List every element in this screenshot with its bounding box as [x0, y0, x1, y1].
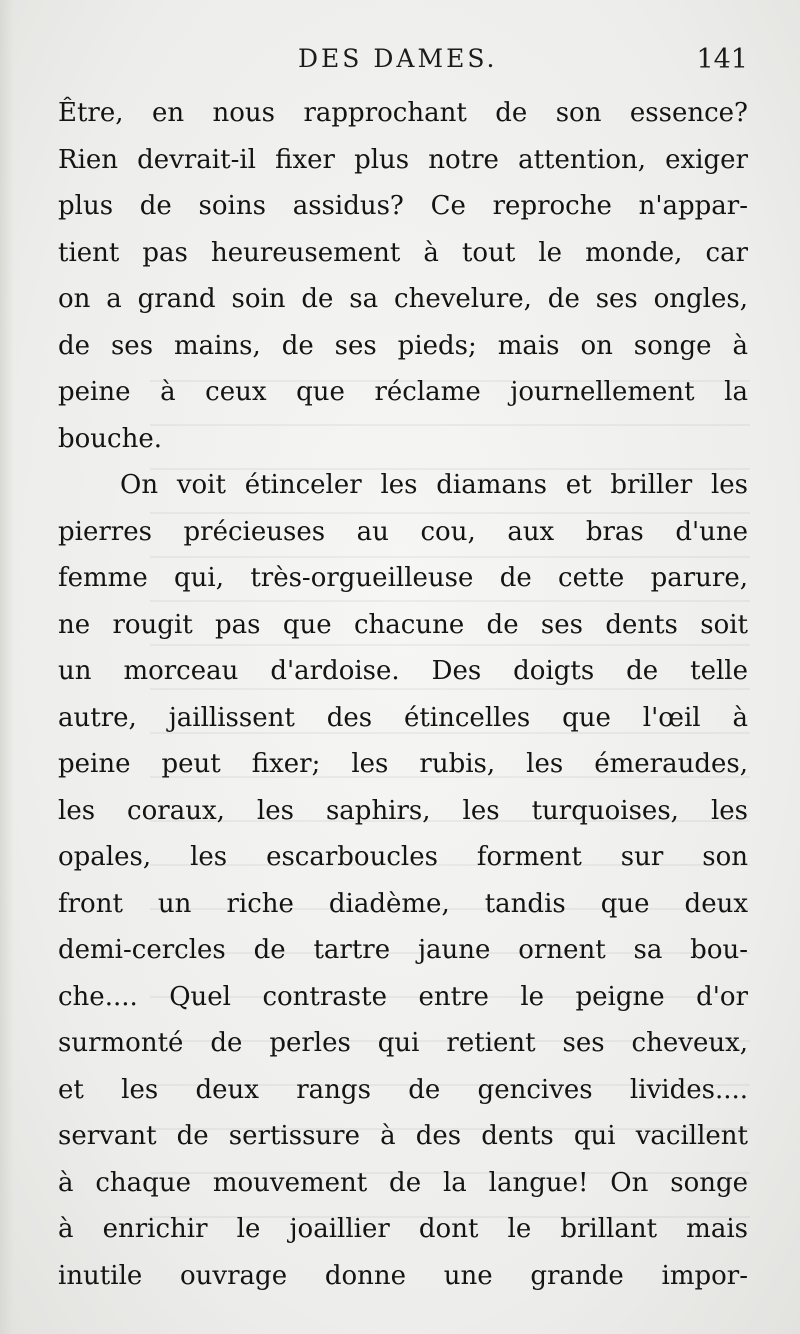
text-line: de ses mains, de ses pieds; mais on songe à — [58, 330, 748, 361]
text-line: surmonté de perles qui retient ses cheveux, — [58, 1028, 748, 1058]
paragraph-1 — [58, 90, 748, 462]
text-line: les coraux, les saphirs, les turquoises, les — [58, 795, 748, 826]
text-line: che.... Quel contraste entre le peigne d'or — [58, 981, 748, 1012]
text-line: autre, jaillissent des étincelles que l'œil à — [58, 702, 748, 733]
text-line: bouche. — [58, 423, 162, 454]
text-line: servant de sertissure à des dents qui vacillent — [58, 1121, 748, 1151]
text-line: opales, les escarboucles forment sur son — [58, 842, 748, 872]
text-line: front un riche diadème, tandis que deux — [58, 888, 748, 919]
text-line: pierres précieuses au cou, aux bras d'une — [58, 516, 748, 547]
page-gutter-edge — [0, 0, 14, 1334]
running-head: DES DAMES. — [298, 44, 498, 73]
text-line: femme qui, très-orgueilleuse de cette parure, — [58, 563, 748, 593]
text-line: tient pas heureusement à tout le monde, car — [58, 237, 748, 268]
text-line: à enrichir le joaillier dont le brillant mais — [58, 1214, 748, 1244]
text-line: peine peut fixer; les rubis, les émeraudes, — [58, 749, 748, 779]
text-line: on a grand soin de sa chevelure, de ses ongles, — [58, 284, 748, 314]
text-line: peine à ceux que réclame journellement la — [58, 377, 748, 407]
text-line: ne rougit pas que chacune de ses dents soit — [58, 609, 748, 640]
text-line: On voit étinceler les diamans et briller les — [120, 470, 748, 500]
body-text — [58, 90, 748, 1299]
text-line: demi-cercles de tartre jaune ornent sa bou- — [58, 935, 748, 965]
text-line: plus de soins assidus? Ce reproche n'appar- — [58, 191, 748, 221]
text-line: un morceau d'ardoise. Des doigts de telle — [58, 656, 748, 686]
paragraph-2 — [58, 462, 748, 1299]
text-line: inutile ouvrage donne une grande impor- — [58, 1260, 748, 1291]
text-line: à chaque mouvement de la langue! On songe — [58, 1167, 748, 1198]
text-line: Être, en nous rapprochant de son essence? — [58, 98, 748, 128]
page-number: 141 — [696, 44, 748, 75]
text-line: et les deux rangs de gencives livides.... — [58, 1074, 748, 1105]
page-header — [58, 44, 748, 88]
text-line: Rien devrait-il fixer plus notre attention, exiger — [58, 144, 748, 175]
